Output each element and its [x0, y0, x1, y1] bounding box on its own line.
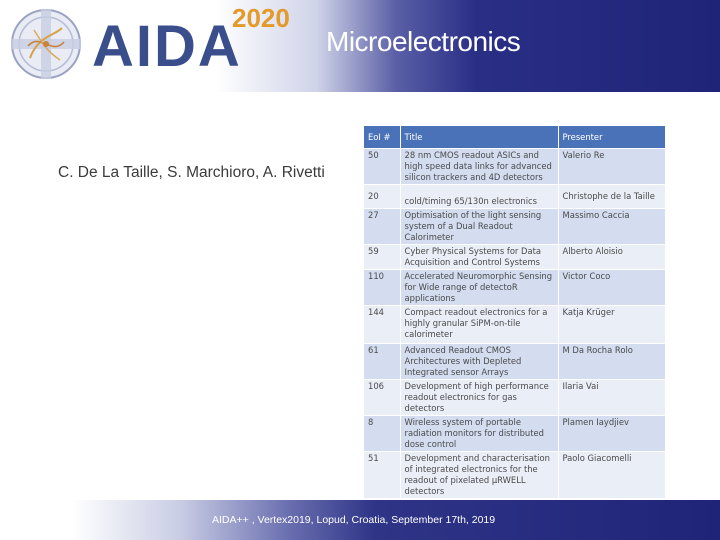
- table-row: [364, 209, 665, 245]
- eoi-cell: 59: [364, 245, 400, 270]
- title-cell: Development of high performance readout electronics for gas detectors: [400, 380, 558, 416]
- title-cell: cold/timing 65/130n electronics: [400, 185, 558, 209]
- eoi-cell: 110: [364, 270, 400, 306]
- eoi-cell: 106: [364, 380, 400, 416]
- header-bar: [0, 0, 720, 92]
- table-row: [364, 416, 665, 452]
- presenter-cell: Plamen Iaydjiev: [558, 416, 665, 452]
- table-row: [364, 452, 665, 499]
- eoi-cell: 51: [364, 452, 400, 499]
- aida-logo-wordmark: AIDA: [92, 14, 242, 79]
- title-cell: Wireless system of portable radiation monitors for distributed dose control: [400, 416, 558, 452]
- table-row: [364, 380, 665, 416]
- presenter-cell: Massimo Caccia: [558, 209, 665, 245]
- eoi-cell: 144: [364, 306, 400, 344]
- title-cell: Development and characterisation of integrated electronics for the readout of pixelated µRWELL detectors: [400, 452, 558, 499]
- title-cell: Compact readout electronics for a highly granular SiPM-on-tile calorimeter: [400, 306, 558, 344]
- eoi-table: [364, 126, 666, 498]
- footer-text: AIDA++ , Vertex2019, Lopud, Croatia, September 17th, 2019: [212, 514, 496, 526]
- presenter-cell: Paolo Giacomelli: [558, 452, 665, 499]
- presenter-cell: M Da Rocha Rolo: [558, 344, 665, 380]
- presenter-cell: Alberto Aloisio: [558, 245, 665, 270]
- presenter-cell: Katja Krüger: [558, 306, 665, 344]
- eoi-cell: 61: [364, 344, 400, 380]
- table-row: [364, 149, 665, 185]
- presenter-cell: Ilaria Vai: [558, 380, 665, 416]
- presenter-cell: Victor Coco: [558, 270, 665, 306]
- title-cell: Advanced Readout CMOS Architectures with Depleted Integrated sensor Arrays: [400, 344, 558, 380]
- title-cell: Accelerated Neuromorphic Sensing for Wide range of detectoR applications: [400, 270, 558, 306]
- table-row: [364, 270, 665, 306]
- presenter-cell: Valerio Re: [558, 149, 665, 185]
- eoi-cell: 20: [364, 185, 400, 209]
- table-row: [364, 185, 665, 209]
- authors-line: C. De La Taille, S. Marchioro, A. Rivetti: [58, 164, 325, 181]
- aida-logo-icon: [8, 6, 84, 82]
- eoi-cell: 8: [364, 416, 400, 452]
- table-row: [364, 245, 665, 270]
- title-cell: Cyber Physical Systems for Data Acquisition and Control Systems: [400, 245, 558, 270]
- column-header-eoi: EoI #: [364, 126, 400, 149]
- eoi-cell: 50: [364, 149, 400, 185]
- table-row: [364, 344, 665, 380]
- eoi-cell: 27: [364, 209, 400, 245]
- table-header-row: [364, 126, 665, 149]
- column-header-title: Title: [400, 126, 558, 149]
- column-header-presenter: Presenter: [558, 126, 665, 149]
- aida-logo-year: 2020: [232, 3, 290, 33]
- presenter-cell: Christophe de la Taille: [558, 185, 665, 209]
- title-cell: Optimisation of the light sensing system of a Dual Readout Calorimeter: [400, 209, 558, 245]
- table-row: [364, 306, 665, 344]
- slide-title: Microelectronics: [326, 26, 521, 57]
- title-cell: 28 nm CMOS readout ASICs and high speed data links for advanced silicon trackers and 4D detectors: [400, 149, 558, 185]
